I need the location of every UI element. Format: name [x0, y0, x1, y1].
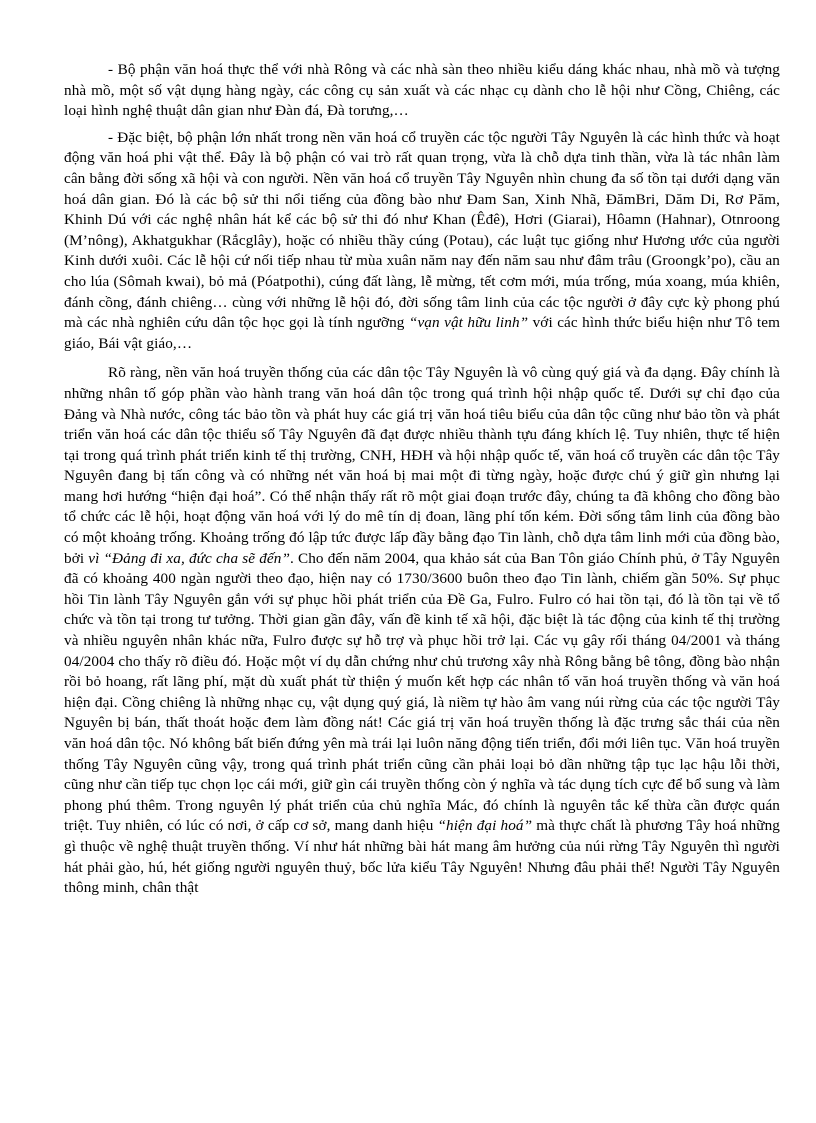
paragraph-text: mà thực chất là phương Tây hoá những gì thuộc về nghệ thuật truyền thống. Ví như hát những bài hát mang âm hưởng của núi rừng Tây Nguyên thì người hát phải gào, hú, hét giống người nguyên thuỷ, bốc lửa kiểu Tây Nguyên! Nhưng đâu phải thế! Người Tây Nguyên thông minh, chân thật [64, 817, 780, 897]
paragraph-tangible-culture [64, 60, 780, 122]
document-page [64, 60, 780, 899]
paragraph-text: . Cho đến năm 2004, qua khảo sát của Ban Tôn giáo Chính phủ, ở Tây Nguyên đã có khoảng 400 ngàn người theo đạo, hiện nay có 1730/3600 buôn theo đạo Tin lành, chiếm gần 50%. Sự phục hồi Tin lành Tây Nguyên gắn với sự phục hồi phát triển của Đề Ga, Fulro. Fulro có hai tồn tại, đó là tồn tại về tổ chức và tồn tại trong tư tưởng. Thời gian gần đây, vấn đề kinh tế xã hội, đặc biệt là tác động của kinh tế thị trường và nhiều nguyên nhân khác nữa, Fulro được sự hỗ trợ và phục hồi trở lại. Các vụ gây rối tháng 04/2001 và tháng 04/2004 cho thấy rõ điều đó. Hoặc một ví dụ dẫn chứng như chủ trương xây nhà Rông bằng bê tông, đồng bào nhận rồi bỏ hoang, rất lãng phí, mặt dù xuất phát từ thiện ý muốn kết hợp các nhân tố văn hoá truyền thống và văn hoá hiện đại. Cồng chiêng là những nhạc cụ, vật dụng quý giá, là niềm tự hào âm vang núi rừng của các tộc người Tây Nguyên bị bán, thất thoát hoặc đem làm đồng nát! Các giá trị văn hoá truyền thống là đặc trưng sắc thái của nền văn hoá dân tộc. Nó không bất biến đứng yên mà trái lại luôn năng động tiến triển, đổi mới liên tục. Văn hoá truyền thống Tây Nguyên cũng vậy, trong quá trình phát triển cũng cần phải loại bỏ dần những tập tục lạc hậu lỗi thời, cũng như cần tiếp tục chọn lọc cái mới, giữ gìn cái truyền thống còn ý nghĩa và tác dụng tích cực để bổ sung và làm phong phú thêm. Trong nguyên lý phát triển của chủ nghĩa Mác, đó chính là nguyên tắc kế thừa cần được quán triệt. Tuy nhiên, có lúc có nơi, ở cấp cơ sở, mang danh hiệu [64, 549, 780, 835]
paragraph-text: - Đặc biệt, bộ phận lớn nhất trong nền văn hoá cổ truyền các tộc người Tây Nguyên là các hình thức và hoạt động văn hoá phi vật thể. Đây là bộ phận có vai trò rất quan trọng, vừa là chỗ dựa tinh thần, vừa là tác nhân làm cân bằng đời sống xã hội và con người. Nền văn hoá cổ truyền Tây Nguyên nhìn chung đa số tồn tại dưới dạng văn hoá dân gian. Đó là các bộ sử thi nổi tiếng của đồng bào như Đam San, Xinh Nhã, ĐămBri, Dăm Di, Rơ Păm, Khinh Dú với các nghệ nhân hát kể các bộ sử thi đó như Khan (Êđê), Hơri (Giarai), Hôamn (Hahnar), Otnroong (M’nông), Akhatgukhar (Rắcglây), hoặc có nhiều thầy cúng (Potau), các luật tục giống như Hương ước của người Kinh dưới xuôi. Các lễ hội cứ nối tiếp nhau từ mùa xuân năm nay đến năm sau như đâm trâu (Groongk’po), cầu an cho lúa (Sômah kwai), bỏ mả (Póatpothi), cúng đất làng, lễ mừng, tết cơm mới, múa trống, múa xoang, múa khiên, đánh cồng, đánh chiêng… cùng với những lễ hội đó, đời sống tâm linh của các tộc người ở đây cực kỳ phong phú mà các nhà nghiên cứu dân tộc học gọi là tính ngưỡng [64, 128, 780, 332]
italic-phrase: “vạn vật hữu linh” [408, 314, 529, 332]
paragraph-text: - Bộ phận văn hoá thực thể với nhà Rông và các nhà sàn theo nhiều kiểu dáng khác nhau, nhà mồ và tượng nhà mồ, một số vật dụng hàng ngày, các công cụ sản xuất và các nhạc cụ dành cho lễ hội như Cồng, Chiêng, các loại hình nghệ thuật dân gian như Đàn đá, Đà torưng,… [64, 61, 780, 120]
paragraph-text: Rõ ràng, nền văn hoá truyền thống của các dân tộc Tây Nguyên là vô cùng quý giá và đa dạng. Đây chính là những nhân tố góp phần vào hành trang văn hoá dân tộc trong quá trình hội nhập quốc tế. Dưới sự chỉ đạo của Đảng và Nhà nước, công tác bảo tồn và phát huy các giá trị văn hoá tiêu biểu của dân tộc cũng như bảo tồn và phát triển văn hoá các dân tộc thiểu số Tây Nguyên đã đạt được nhiều thành tựu đáng khích lệ. Tuy nhiên, thực tế hiện tại trong quá trình phát triển kinh tế thị trường, CNH, HĐH và hội nhập quốc tế, văn hoá cổ truyền các dân tộc Tây Nguyên đang bị tấn công và có những nét văn hoá bị mai một đi từng ngày, hoặc được chú ý giữ gìn nhưng lại mang hơi hướng “hiện đại hoá”. Có thể nhận thấy rất rõ một giai đoạn trước đây, chúng ta đã không cho đồng bào tổ chức các lễ hội, hoạt động văn hoá với lý do mê tín dị đoan, lãng phí tốn kém. Đời sống tâm linh của đồng bào có một khoảng trống. Khoảng trống đó lập tức được lấp đầy bằng đạo Tin lành, chỗ dựa tâm linh mới của đồng bào, bởi [64, 364, 780, 567]
italic-phrase: “hiện đại hoá” [437, 817, 533, 835]
italic-phrase: vì “Đảng đi xa, đức cha sẽ đến” [88, 549, 291, 567]
paragraph-text: với các hình thức biểu hiện như Tô tem giáo, Bái vật giáo,… [64, 314, 780, 352]
paragraph-intangible-culture [64, 128, 780, 355]
paragraph-preservation [64, 363, 780, 898]
